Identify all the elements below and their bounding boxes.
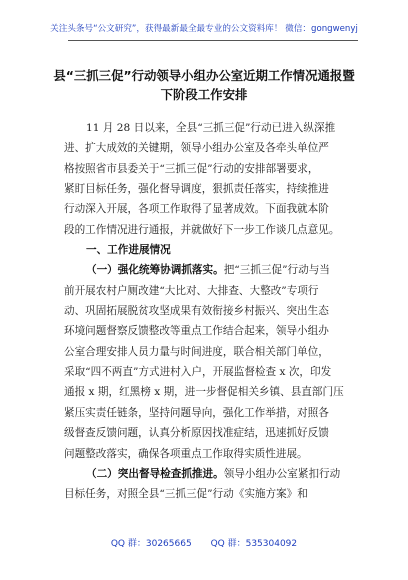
document-title: [30, 66, 378, 104]
paragraph-text: 领导小组办公室紧扣行动: [223, 467, 341, 480]
paragraph-line: 采取“四不两直”方式进村入户，开展监督检查 x 次，印发: [64, 366, 332, 379]
qq-group-1: QQ 群：30265665: [110, 539, 192, 549]
paragraph-line: 目标任务，对照全县“三抓三促”行动《实施方案》和: [64, 488, 308, 501]
paragraph-line: 级督查反馈问题，认真分析原因找准症结，迅速抓好反馈: [64, 427, 329, 440]
paragraph-line: 前开展农村户厕改建“大比对、大排查、大整改”专项行: [64, 284, 319, 297]
header-banner: 关注头条号“公文研究”，获得最新最全最专业的公文资料库！ 微信：gongwenyj: [50, 24, 358, 34]
section-heading: 一、工作进展情况: [86, 244, 171, 257]
subsection-first-line: [64, 260, 354, 280]
paragraph-line: 段的工作情况进行通报，并就做好下一步工作谈几点意见。: [64, 223, 340, 236]
footer-contact: [0, 536, 408, 549]
paragraph-line: 行动深入开展，各项工作取得了显著成效。下面我就本阶: [64, 203, 329, 216]
qq-group-2: QQ 群：535304092: [210, 539, 298, 549]
paragraph-line: 紧压实责任链条，坚持问题导向，强化工作举措，对照各: [64, 406, 329, 419]
paragraph-line: 11 月 28 日以来，全县“三抓三促”行动已进入纵深推: [86, 122, 336, 134]
subsection-heading: （二）突出督导检查抓推进。: [86, 467, 224, 480]
subsection-heading: （一）强化统筹协调抓落实。: [86, 264, 224, 277]
document-body: [64, 118, 354, 505]
subsection-first-line: [64, 464, 354, 484]
title-line-1: 县“三抓三促”行动领导小组办公室近期工作情况通报暨: [53, 68, 355, 83]
paragraph-line: 紧盯目标任务，强化督导调度，狠抓责任落实，持续推进: [64, 183, 329, 196]
paragraph-line: 动、巩固拓展脱贫攻坚成果有效衔接乡村振兴、突出生态: [64, 305, 329, 318]
paragraph-line: 进、扩大成效的关键期，领导小组办公室及各牵头单位严: [64, 142, 329, 155]
paragraph-text: 把“三抓三促”行动与当: [223, 264, 330, 277]
paragraph-line: 公室合理安排人员力量与时间进度，联合相关部门单位，: [64, 345, 329, 358]
paragraph-line: 格按照省市县委关于“三抓三促”行动的安排部署要求，: [64, 162, 319, 175]
title-line-2: 下阶段工作安排: [160, 87, 248, 102]
paragraph-line: 通报 x 期，红黑榜 x 期，进一步督促相关乡镇、县直部门压: [64, 386, 344, 399]
paragraph-line: 问题整改落实，确保各项重点工作取得实质性进展。: [64, 447, 308, 460]
header-divider: [68, 40, 358, 41]
paragraph-line: 环境问题督察反馈整改等重点工作结合起来，领导小组办: [64, 325, 329, 338]
